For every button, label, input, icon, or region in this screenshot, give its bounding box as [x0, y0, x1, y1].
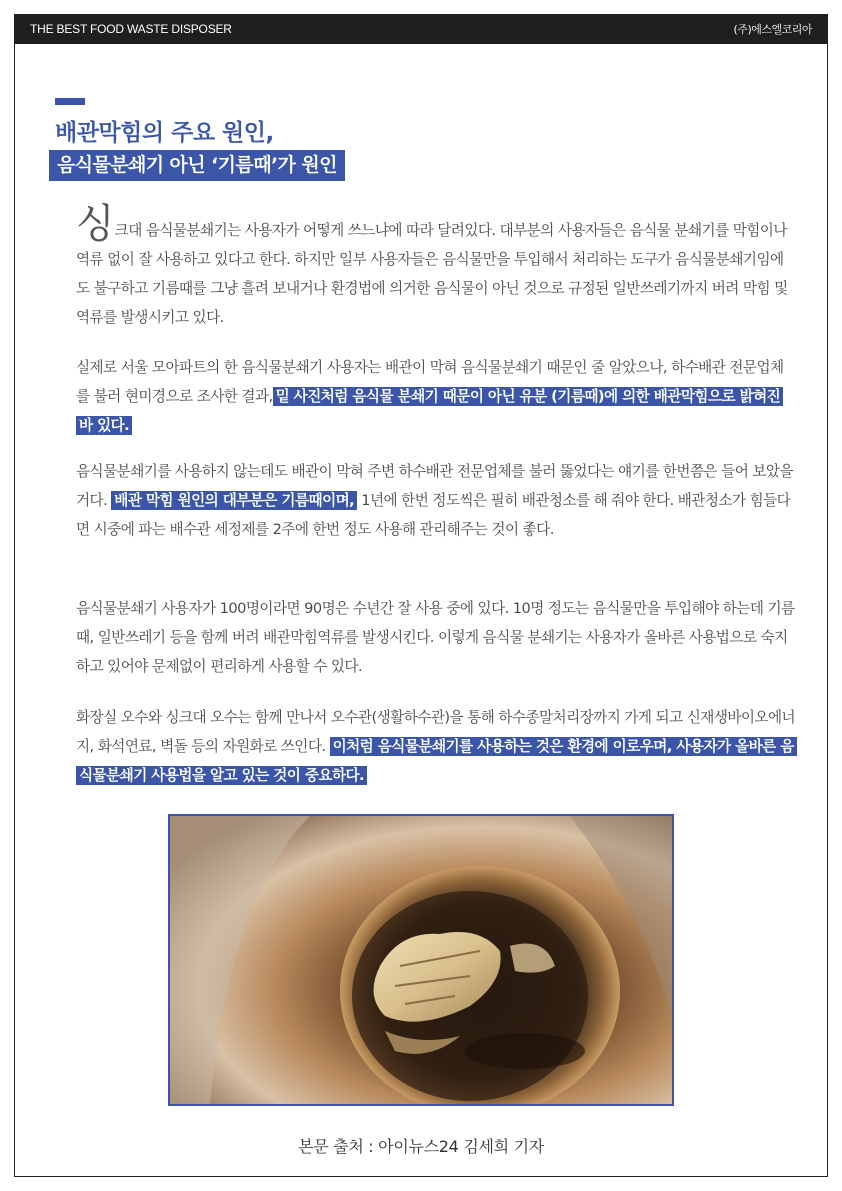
- article-title: 배관막힘의 주요 원인,: [55, 120, 274, 146]
- paragraph-1-text: 크대 음식물분쇄기는 사용자가 어떻게 쓰느냐에 따라 달려있다. 대부분의 사용자들은 음식물 분쇄기를 막힘이나 역류 없이 잘 사용하고 있다고 한다. 하지만 일부 사용자들은 음식물만을 투입해서 처리하는 도구가 음식물분쇄기임에도 불구하고 기름때를 그냥 흘려 보내거나 환경법에 의거한 음식물이 아닌 것으로 규정된 일반쓰레기까지 버려 막힘 및 역류를 발생시키고 있다.: [76, 222, 788, 326]
- paragraph-2: [76, 353, 796, 440]
- source-caption: 본문 출처 : 아이뉴스24 김세희 기자: [298, 1137, 544, 1156]
- paragraph-4: [76, 594, 796, 681]
- paragraph-3-highlight: 배관 막힘 원인의 대부분은 기름때이며,: [111, 491, 357, 510]
- company-name: (주)에스엘코리아: [733, 23, 812, 36]
- paragraph-2-text: 실제로 서울 모아파트의 한 음식물분쇄기 사용자는 배관이 막혀 음식물분쇄기 때문인 줄 알았으나, 하수배관 전문업체를 불러 현미경으로 조사한 결과,: [76, 359, 784, 405]
- pipe-interior-image: [170, 816, 672, 1104]
- clogged-pipe-photo: [168, 814, 674, 1106]
- paragraph-2-highlight: 밑 사진처럼 음식물 분쇄기 때문이 아닌 유분 (기름때)에 의한 배관막힘으로 밝혀진 바 있다.: [76, 387, 783, 435]
- title-accent-bar: [55, 98, 85, 105]
- paragraph-3: [76, 457, 796, 544]
- paragraph-4-text: 음식물분쇄기 사용자가 100명이라면 90명은 수년간 잘 사용 중에 있다. 10명 정도는 음식물만을 투입해야 하는데 기름때, 일반쓰레기 등을 함께 버려 배관막힘역류를 발생시킨다. 이렇게 음식물 분쇄기는 사용자가 올바른 사용법으로 숙지하고 있어야 문제없이 편리하게 사용할 수 있다.: [76, 600, 795, 675]
- header-bar: [14, 14, 828, 44]
- dropcap: 싱: [76, 201, 115, 247]
- paragraph-5: [76, 703, 796, 790]
- paragraph-5-text: 화장실 오수와 싱크대 오수는 함께 만나서 오수관(생활하수관)을 통해 하수종말처리장까지 가게 되고 신재생바이오에너지, 화석연료, 벽돌 등의 자원화로 쓰인다.: [76, 709, 796, 755]
- paragraph-1: [76, 201, 796, 332]
- paragraph-3-text-before: 음식물분쇄기를 사용하지 않는데도 배관이 막혀 주변 하수배관 전문업체를 불러 뚫었다는 얘기를 한번쯤은 들어 보았을 거다.: [76, 463, 793, 509]
- header-tagline: THE BEST FOOD WASTE DISPOSER: [30, 22, 232, 36]
- paragraph-3-text-after: 1년에 한번 정도씩은 필히 배관청소를 해 줘야 한다. 배관청소가 힘들다면 시중에 파는 배수관 세정제를 2주에 한번 정도 사용해 관리해주는 것이 좋다.: [76, 492, 791, 538]
- paragraph-5-highlight: 이처럼 음식물분쇄기를 사용하는 것은 환경에 이로우며, 사용자가 올바른 음식물분쇄기 사용법을 알고 있는 것이 중요하다.: [76, 737, 797, 785]
- article-subtitle: 음식물분쇄기 아닌 ‘기름때’가 원인: [49, 150, 345, 181]
